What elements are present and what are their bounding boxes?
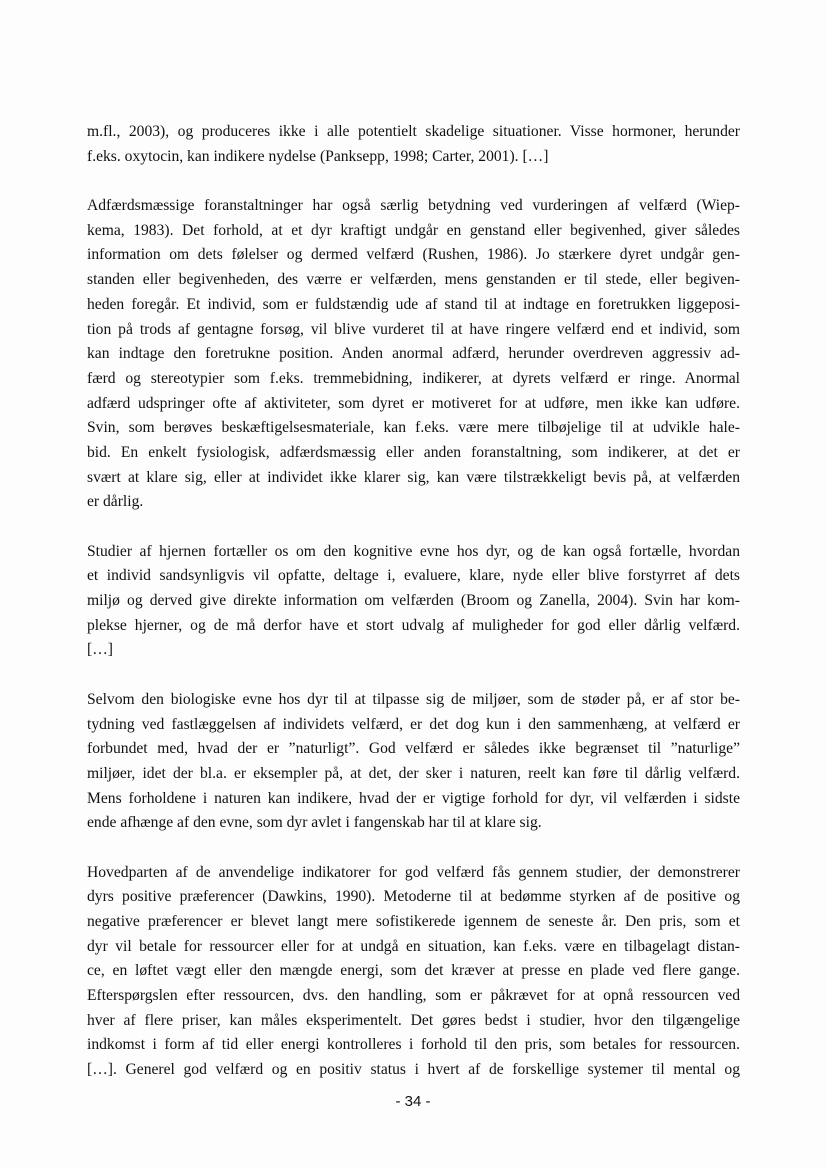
text-line: f.eks. oxytocin, kan indikere nydelse (Panksepp, 1998; Carter, 2001). […] <box>87 147 549 165</box>
text-line: plekse hjerner, og de må derfor have et stort udvalg af muligheder for god eller dårlig velfærd. <box>87 616 740 634</box>
text-line: er dårlig. <box>87 493 144 511</box>
text-line: Adfærdsmæssige foranstaltninger har også særlig betydning ved vurderingen af velfærd (Wiep- <box>87 197 740 215</box>
text-line: heden foregår. Et individ, som er fuldstændig ude af stand til at indtage en foretrukken liggeposi- <box>87 295 740 313</box>
text-line: færd og stereotypier som f.eks. tremmebidning, indikerer, at dyrets velfærd er ringe. Anormal <box>87 369 740 387</box>
text-line: tion på trods af gentagne forsøg, vil blive vurderet til at have ringere velfærd end et individ, som <box>87 320 740 338</box>
text-line: Svin, som berøves beskæftigelsesmateriale, kan f.eks. være mere tilbøjelige til at udvikle hale- <box>87 419 740 437</box>
page-number: - 34 - <box>395 1093 431 1110</box>
text-line: svært at klare sig, eller at individet ikke klarer sig, kan være tilstrækkeligt bevis på, at velfærden <box>87 468 740 486</box>
text-line: miljøer, idet der bl.a. er eksempler på, at det, der sker i naturen, reelt kan føre til dårlig velfærd. <box>87 764 740 782</box>
text-line: et individ sandsynligvis vil opfatte, deltage i, evaluere, klare, nyde eller blive forstyrret af dets <box>87 567 740 585</box>
text-line: tydning ved fastlæggelsen af individets velfærd, er det dog kun i den sammenhæng, at velfærd er <box>87 715 740 733</box>
text-line: miljø og derved give direkte information om velfærden (Broom og Zanella, 2004). Svin har kom- <box>87 592 740 610</box>
text-line: indkomst i form af tid eller energi kontrolleres i forhold til den pris, som betales for ressourcen. <box>87 1036 740 1054</box>
paragraph-4 <box>87 688 740 836</box>
paragraph-2 <box>87 194 740 515</box>
text-line: information om dets følelser og dermed velfærd (Rushen, 1986). Jo stærkere dyret undgår gen- <box>87 246 740 264</box>
text-line: ende afhænge af den evne, som dyr avlet i fangenskab har til at klare sig. <box>87 814 542 832</box>
paragraph-1 <box>87 120 740 169</box>
text-line: Efterspørgslen efter ressourcen, dvs. den handling, som er påkrævet for at opnå ressourcen ved <box>87 987 740 1005</box>
text-line: dyrs positive præferencer (Dawkins, 1990). Metoderne til at bedømme styrken af de positive og <box>87 888 740 906</box>
text-line: negative præferencer er blevet langt mere sofistikerede igennem de seneste år. Den pris, som et <box>87 913 740 930</box>
paragraph-5 <box>87 861 740 1083</box>
text-line: […] <box>87 641 113 659</box>
text-line: kan indtage den foretrukne position. Anden anormal adfærd, herunder overdreven aggressiv ad- <box>87 345 740 363</box>
text-line: […]. Generel god velfærd og en positiv status i hvert af de forskellige systemer til mental og <box>87 1061 740 1079</box>
document-body <box>87 120 740 1108</box>
text-line: hver af flere priser, kan måles eksperimentelt. Det gøres bedst i studier, hvor den tilgængelige <box>87 1011 740 1029</box>
text-line: Studier af hjernen fortæller os om den kognitive evne hos dyr, og de kan også fortælle, hvordan <box>87 542 740 560</box>
text-line: adfærd udspringer ofte af aktiviteter, som dyret er motiveret for at udføre, men ikke kan udføre. <box>87 394 740 412</box>
text-line: Mens forholdene i naturen kan indikere, hvad der er vigtige forhold for dyr, vil velfærden i sidste <box>87 789 740 807</box>
text-line: m.fl., 2003), og produceres ikke i alle potentielt skadelige situationer. Visse hormoner, herunder <box>87 123 740 140</box>
text-line: standen eller begivenheden, des værre er velfærden, mens genstanden er til stede, eller begiven- <box>87 271 740 289</box>
text-line: forbundet med, hvad der er ”naturligt”. God velfærd er således ikke begrænset til ”naturlige” <box>87 740 740 758</box>
text-line: Selvom den biologiske evne hos dyr til at tilpasse sig de miljøer, som de støder på, er af stor be- <box>87 690 740 708</box>
text-line: bid. En enkelt fysiologisk, adfærdsmæssig eller anden foranstaltning, som indikerer, at det er <box>87 443 740 461</box>
text-line: dyr vil betale for ressourcer eller for at undgå en situation, kan f.eks. være en tilbagelagt distan- <box>87 937 740 955</box>
text-line: ce, en løftet vægt eller den mængde energi, som det kræver at presse en plade ved flere gange. <box>87 962 740 980</box>
text-line: kema, 1983). Det forhold, at et dyr kraftigt undgår en genstand eller begivenhed, giver således <box>87 221 740 239</box>
paragraph-3 <box>87 540 740 663</box>
text-line: Hovedparten af de anvendelige indikatorer for god velfærd fås gennem studier, der demonstrerer <box>87 863 740 881</box>
